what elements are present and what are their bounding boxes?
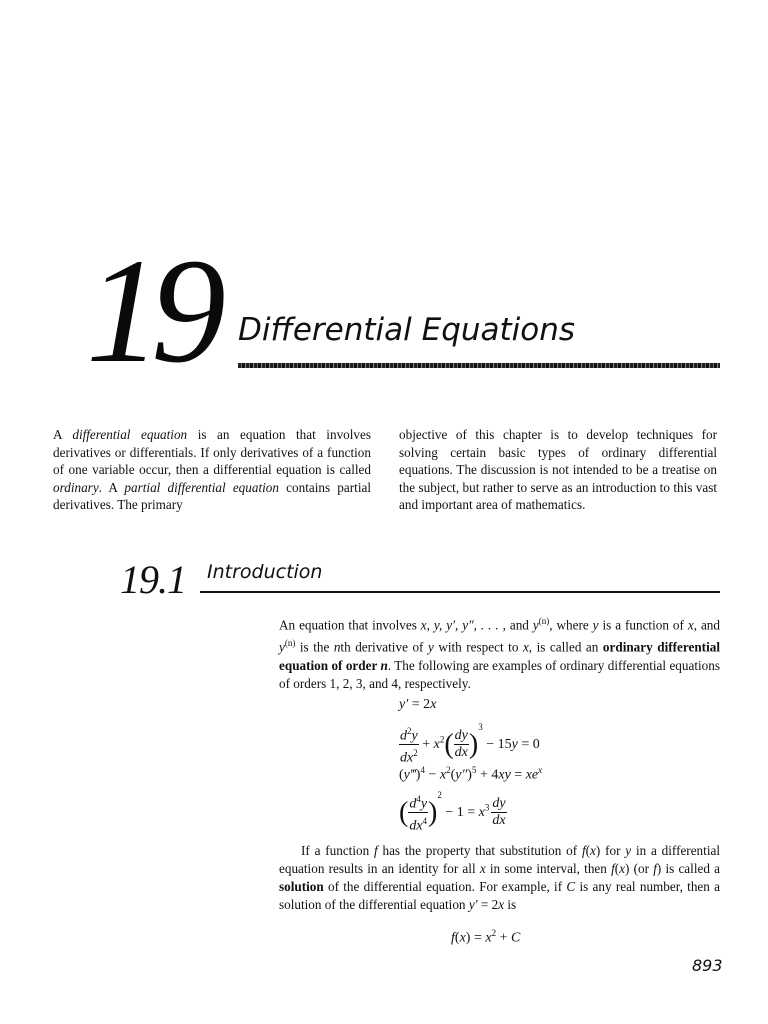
intro-paragraph-right: objective of this chapter is to develop techniques for solving certain basic types of ordinary differential equations. The discussion is not intended to be a treatise on the subject, but rather to serve as an introduction to this vast and important area of mathematics. bbox=[399, 427, 717, 513]
equation-order-2: $\frac{d^2y}{dx^2}$ + $x^2$( $\frac{dy}{dx}$ )$^3$ − 15y = 0 bbox=[400, 722, 540, 766]
section-title: Introduction bbox=[207, 561, 323, 583]
chapter-number: 19 bbox=[86, 228, 216, 394]
chapter-title-rule bbox=[238, 363, 720, 368]
equation-order-3: (y‴)$^4$ − $x^2(y'')^5 + 4xy = xe^x$ bbox=[399, 765, 543, 783]
paragraph-solution-definition: If a function f has the property that substitution of f(x) for y in a differential equation results in an identity for all x in some interval, then f(x) (or f) is called a solution of the differential equation. For example, if C is any real number, then a solution of the differential equation y′ = 2x is bbox=[279, 843, 721, 912]
page-number: 893 bbox=[692, 956, 723, 975]
equation-general-solution: $f(x) = x^2 + C$ bbox=[451, 928, 521, 946]
equation-order-4: ( $\frac{d^4y}{dx^4}$ )$^2 - 1 = x^3$ $\frac{dy}{dx}$ bbox=[399, 790, 506, 834]
equation-order-1: y′ = 2x bbox=[399, 697, 437, 712]
paragraph-ode-definition: An equation that involves x, y, y′, y″, . . . , and $y^{(n)}$, where y is a function of x, and $y^{(n)}$ is the nth derivative of y with respect to x, is called an ordinary differential equation of order n. The following are examples of ordinary differential equations of orders 1, 2, 3, and 4, respectively. bbox=[279, 616, 720, 691]
chapter-title: Differential Equations bbox=[238, 312, 576, 348]
section-number: 19.1 bbox=[120, 557, 186, 602]
intro-paragraph-left: A differential equation is an equation that involves derivatives or differentials. If only derivatives of a function of one variable occur, then a differential equation is called ordinary. A partial differential equation contains partial derivatives. The primary bbox=[53, 427, 371, 513]
section-rule bbox=[200, 591, 720, 593]
